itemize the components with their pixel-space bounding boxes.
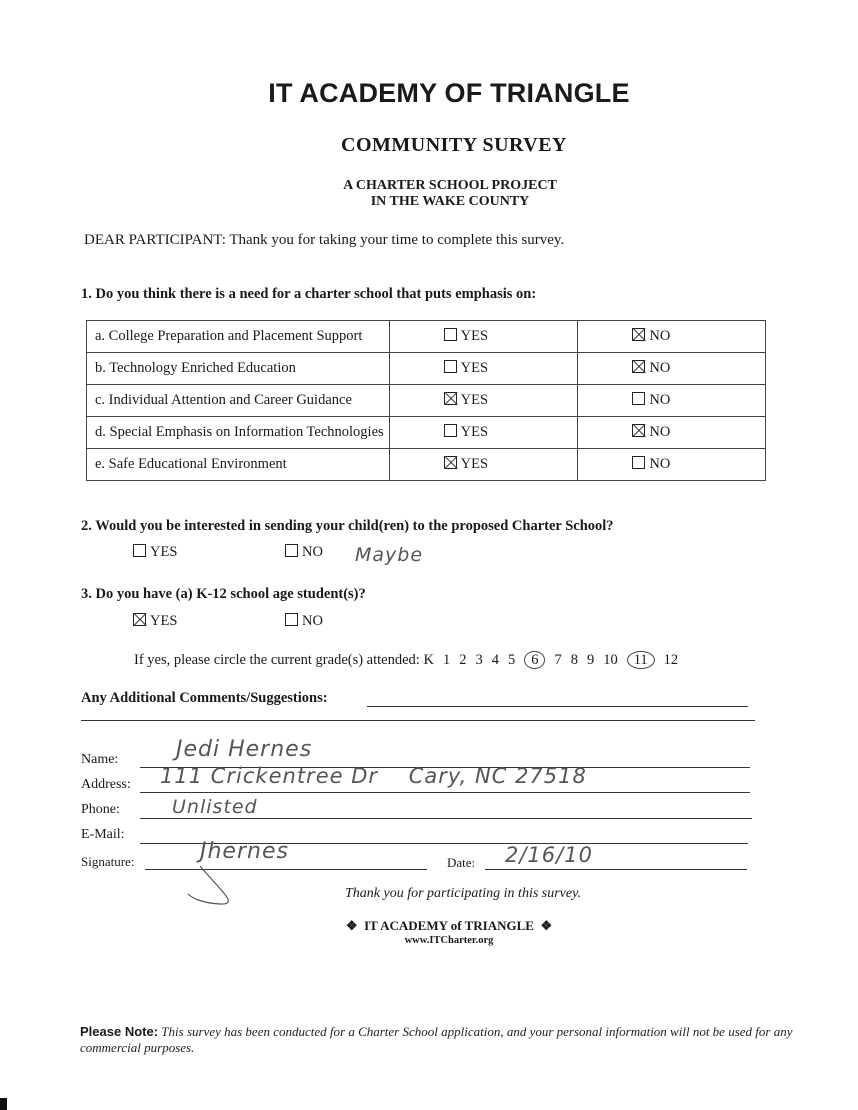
name-value: Jedi Hernes	[176, 737, 313, 762]
q2-no-option[interactable]	[285, 544, 323, 561]
project-line-2: IN THE WAKE COUNTY	[370, 194, 530, 209]
address-value: 111 Crickentree Dr Cary, NC 27518	[160, 764, 587, 788]
q1-row	[87, 385, 766, 417]
q1-row	[87, 353, 766, 385]
q1-no-checkbox[interactable]	[632, 328, 645, 341]
q1-yes-cell[interactable]	[389, 321, 578, 353]
q1-no-cell[interactable]	[578, 417, 766, 449]
email-label: E-Mail:	[81, 827, 125, 842]
q1-no-label: NO	[649, 456, 671, 472]
date-label: Date:	[447, 855, 476, 870]
grade-option[interactable]: 3	[475, 652, 483, 668]
q1-yes-checkbox[interactable]	[444, 392, 457, 405]
q3-no-option[interactable]	[285, 613, 323, 630]
phone-field[interactable]	[140, 818, 752, 819]
q1-yes-label: YES	[460, 328, 489, 344]
grade-option[interactable]: 11	[627, 651, 655, 669]
q3-no-label: NO	[302, 613, 323, 629]
q2-handwritten-answer: Maybe	[355, 544, 424, 566]
q1-yes-label: YES	[460, 392, 489, 408]
grade-option[interactable]: 12	[663, 652, 679, 668]
q3-yes-label: YES	[150, 613, 178, 629]
q1-yes-cell[interactable]	[389, 449, 578, 481]
note-label: Please Note:	[80, 1024, 159, 1039]
q1-row	[87, 417, 766, 449]
q1-row	[87, 449, 766, 481]
q2-yes-label: YES	[150, 544, 178, 560]
q1-row-label: e. Safe Educational Environment	[87, 449, 390, 481]
q1-yes-label: YES	[460, 424, 489, 440]
q1-no-label: NO	[649, 392, 671, 408]
name-label: Name:	[81, 752, 119, 767]
q1-yes-label: YES	[460, 456, 489, 472]
q2-yes-option[interactable]	[133, 544, 177, 561]
q1-yes-checkbox[interactable]	[444, 328, 457, 341]
q1-no-label: NO	[649, 328, 671, 344]
phone-value: Unlisted	[172, 796, 258, 818]
q1-no-checkbox[interactable]	[632, 360, 645, 373]
grades-line	[134, 652, 687, 669]
grade-option[interactable]: 4	[491, 652, 499, 668]
grade-option[interactable]: 10	[603, 652, 618, 668]
q1-yes-cell[interactable]	[389, 353, 578, 385]
note-text: This survey has been conducted for a Charter School application, and your personal information will not be used for any commercial purposes.	[80, 1024, 793, 1055]
grade-option[interactable]: 9	[586, 652, 595, 668]
q1-row-label: a. College Preparation and Placement Support	[87, 321, 390, 353]
comments-line-1[interactable]	[367, 706, 748, 707]
q1-yes-checkbox[interactable]	[444, 456, 457, 469]
question-3: 3. Do you have (a) K-12 school age student(s)?	[81, 586, 366, 602]
grade-option[interactable]: 7	[554, 652, 562, 668]
q3-yes-checkbox[interactable]	[133, 613, 146, 626]
comments-label: Any Additional Comments/Suggestions:	[81, 690, 328, 706]
grade-option[interactable]: 8	[570, 652, 578, 668]
greeting-text: DEAR PARTICIPANT: Thank you for taking your time to complete this survey.	[84, 232, 565, 248]
q3-yes-option[interactable]	[133, 613, 177, 630]
phone-label: Phone:	[81, 802, 120, 817]
question-2: 2. Would you be interested in sending your child(ren) to the proposed Charter School?	[81, 518, 614, 534]
q1-no-checkbox[interactable]	[632, 392, 645, 405]
q2-no-label: NO	[302, 544, 323, 560]
q1-row-label: b. Technology Enriched Education	[87, 353, 390, 385]
project-heading	[0, 178, 858, 210]
footer-org-name: IT ACADEMY of TRIANGLE	[364, 918, 534, 933]
q1-no-cell[interactable]	[578, 321, 766, 353]
q1-no-cell[interactable]	[578, 385, 766, 417]
grade-option[interactable]: 2	[459, 652, 467, 668]
signature-flourish	[180, 860, 260, 910]
q1-yes-cell[interactable]	[389, 385, 578, 417]
q1-no-label: NO	[649, 424, 671, 440]
footer-url[interactable]: www.ITCharter.org	[404, 935, 494, 946]
grade-option[interactable]: 5	[507, 652, 516, 668]
grade-option[interactable]: 1	[442, 652, 451, 668]
project-line-1: A CHARTER SCHOOL PROJECT	[343, 178, 557, 193]
question-1: 1. Do you think there is a need for a charter school that puts emphasis on:	[81, 286, 537, 302]
q2-yes-checkbox[interactable]	[133, 544, 146, 557]
grade-options	[423, 652, 687, 668]
q1-yes-checkbox[interactable]	[444, 360, 457, 373]
disclaimer-note	[80, 1024, 820, 1056]
q1-no-checkbox[interactable]	[632, 424, 645, 437]
scan-corner-mark	[0, 1098, 7, 1110]
signature-value: Jhernes	[200, 839, 289, 864]
date-field[interactable]	[485, 869, 747, 870]
q1-no-checkbox[interactable]	[632, 456, 645, 469]
q3-no-checkbox[interactable]	[285, 613, 298, 626]
comments-line-2[interactable]	[81, 720, 755, 721]
q1-row	[87, 321, 766, 353]
diamond-ornament-icon: ❖	[540, 918, 553, 933]
q1-no-label: NO	[649, 360, 671, 376]
date-value: 2/16/10	[505, 843, 593, 867]
grade-option[interactable]: 6	[524, 651, 545, 669]
survey-subtitle: COMMUNITY SURVEY	[341, 134, 567, 156]
grade-option[interactable]: K	[423, 652, 434, 668]
q1-no-cell[interactable]	[578, 449, 766, 481]
signature-label: Signature:	[81, 854, 135, 869]
diamond-ornament-icon: ❖	[345, 918, 358, 933]
q1-row-label: c. Individual Attention and Career Guidance	[87, 385, 390, 417]
q1-row-label: d. Special Emphasis on Information Technologies	[87, 417, 390, 449]
address-field[interactable]	[140, 792, 750, 793]
grades-prompt: If yes, please circle the current grade(s) attended:	[134, 652, 420, 668]
q1-yes-cell[interactable]	[389, 417, 578, 449]
thank-you-note: Thank you for participating in this survey.	[345, 886, 582, 901]
q2-no-checkbox[interactable]	[285, 544, 298, 557]
q1-yes-checkbox[interactable]	[444, 424, 457, 437]
address-label: Address:	[81, 777, 131, 792]
page-title: IT ACADEMY OF TRIANGLE	[268, 78, 630, 108]
footer-org	[0, 918, 858, 934]
q1-no-cell[interactable]	[578, 353, 766, 385]
q1-table	[86, 320, 766, 481]
q1-yes-label: YES	[460, 360, 489, 376]
